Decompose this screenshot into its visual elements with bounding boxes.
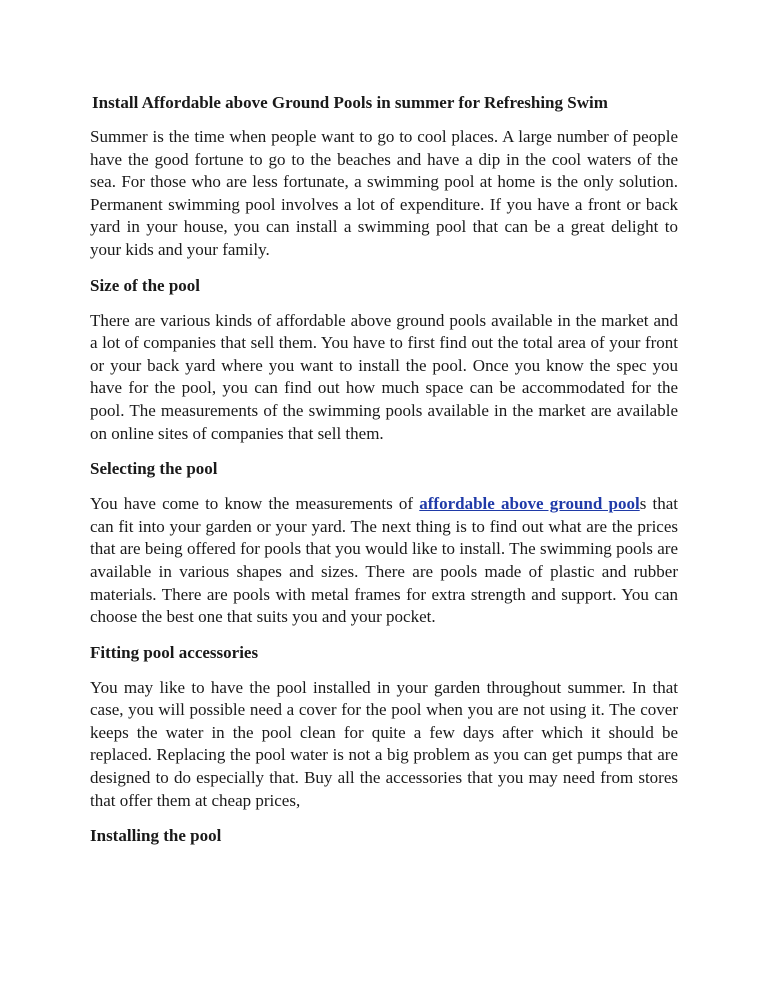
selecting-text-before-link: You have come to know the measurements of [90,494,420,514]
section-heading-size: Size of the pool [90,275,201,295]
document-title: Install Affordable above Ground Pools in summer for Refreshing Swim [92,93,608,112]
section-body-selecting [90,493,678,629]
section-heading-installing: Installing the pool [90,826,222,846]
section-body-accessories: You may like to have the pool installed in your garden throughout summer. In that case, you will possible need a cover for the pool when you are not using it. The cover keeps the water in the pool clean for quite a few days after which it should be replaced. Replacing the pool water is not a big problem as you can get pumps that are designed to do especially that. Buy all the accessories that you may need from stores that offer them at cheap prices, [90,677,678,810]
section-heading-selecting: Selecting the pool [90,459,218,479]
affordable-pools-link[interactable]: affordable above ground pool [419,494,640,514]
selecting-text-after-link: s that can fit into your garden or your yard. The next thing is to find out what are the prices that are being offered for pools that you would like to install. The swimming pools are available in various shapes and sizes. There are pools made of plastic and rubber materials. There are pools with metal frames for extra strength and support. You can choose the best one that suits you and your pocket. [90,494,679,627]
section-body-size: There are various kinds of affordable above ground pools available in the market and a lot of companies that sell them. You have to first find out the total area of your front or your back yard where you want to install the pool. Once you know the spec you have for the pool, you can find out how much space can be accommodated for the pool. The measurements of the swimming pools available in the market are available on online sites of companies that sell them. [90,310,678,443]
intro-paragraph: Summer is the time when people want to go to cool places. A large number of people have the good fortune to go to the beaches and have a dip in the cool waters of the sea. For those who are less fortunate, a swimming pool at home is the only solution. Permanent swimming pool involves a lot of expenditure. If you have a front or back yard in your house, you can install a swimming pool that can be a great delight to your kids and your family. [90,127,678,259]
section-heading-accessories: Fitting pool accessories [90,642,259,662]
